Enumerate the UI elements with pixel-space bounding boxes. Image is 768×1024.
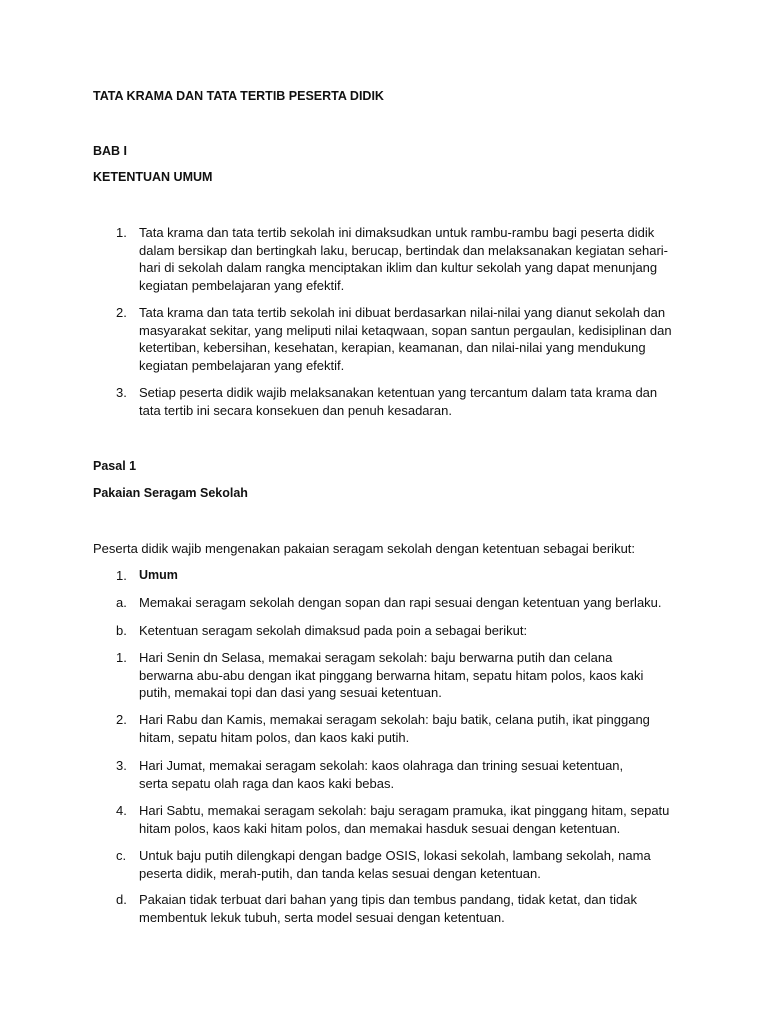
list-item <box>93 757 683 792</box>
list-marker: d. <box>116 892 127 907</box>
list-marker: a. <box>116 595 127 610</box>
list-item <box>93 304 683 374</box>
list-item-text: Untuk baju putih dilengkapi dengan badge OSIS, lokasi sekolah, lambang sekolah, nama peserta didik, merah-putih, dan tanda kelas sesuai dengan ketentuan. <box>139 848 651 881</box>
list-item <box>93 711 683 746</box>
list-marker: c. <box>116 848 127 863</box>
list-marker: 2. <box>116 305 127 320</box>
list-item <box>93 622 683 640</box>
list-item <box>93 802 683 837</box>
list-item <box>93 649 683 702</box>
list-item <box>93 594 683 612</box>
list-item-text: Setiap peserta didik wajib melaksanakan ketentuan yang tercantum dalam tata krama dan tata tertib ini secara konsekuen dan penuh kesadaran. <box>139 385 658 418</box>
list-item-text: Memakai seragam sekolah dengan sopan dan rapi sesuai dengan ketentuan yang berlaku. <box>139 595 662 610</box>
list-item <box>93 224 683 294</box>
chapter-title: KETENTUAN UMUM <box>93 170 213 184</box>
list-marker: 1. <box>116 568 127 583</box>
list-marker: 3. <box>116 758 127 773</box>
list-item-text: Hari Senin dn Selasa, memakai seragam sekolah: baju berwarna putih dan celana berwarna abu-abu dengan ikat pinggang berwarna hitam, sepatu hitam polos, kaos kaki putih, memakai topi dan dasi yang sesuai ketentuan. <box>139 650 644 700</box>
article-title: Pakaian Seragam Sekolah <box>93 486 248 500</box>
list-item <box>93 891 683 926</box>
intro-paragraph: Peserta didik wajib mengenakan pakaian seragam sekolah dengan ketentuan sebagai berikut: <box>93 541 636 556</box>
list-item-text: Hari Jumat, memakai seragam sekolah: kaos olahraga dan trining sesuai ketentuan, serta sepatu olah raga dan kaos kaki bebas. <box>139 758 624 791</box>
chapter-number: BAB I <box>93 144 128 158</box>
list-item-text: Pakaian tidak terbuat dari bahan yang tipis dan tembus pandang, tidak ketat, dan tidak membentuk lekuk tubuh, serta model sesuai dengan ketentuan. <box>139 892 637 925</box>
list-item-text: Hari Sabtu, memakai seragam sekolah: baju seragam pramuka, ikat pinggang hitam, sepatu hitam polos, kaos kaki hitam polos, dan memakai hasduk sesuai dengan ketentuan. <box>139 803 670 836</box>
list-item-text: Umum <box>139 568 178 582</box>
list-item <box>93 567 683 585</box>
list-item <box>93 847 683 882</box>
list-item-text: Tata krama dan tata tertib sekolah ini dimaksudkan untuk rambu-rambu bagi peserta didik dalam bersikap dan bertingkah laku, berucap, bertindak dan melaksanakan kegiatan sehari-hari di sekolah dalam rangka menciptakan iklim dan kultur sekolah yang dapat menunjang kegiatan pembelajaran yang efektif. <box>139 225 668 293</box>
list-item-text: Ketentuan seragam sekolah dimaksud pada poin a sebagai berikut: <box>139 623 528 638</box>
list-marker: 1. <box>116 650 127 665</box>
list-item-text: Tata krama dan tata tertib sekolah ini dibuat berdasarkan nilai-nilai yang dianut sekolah dan masyarakat sekitar, yang meliputi nilai ketaqwaan, sopan santun pergaulan, kedisiplinan dan ketertiban, kebersihan, kesehatan, kerapian, keamanan, dan nilai-nilai yang mendukung kegiatan pembelajaran yang efektif. <box>139 305 672 373</box>
list-marker: 4. <box>116 803 127 818</box>
article-number: Pasal 1 <box>93 459 137 473</box>
list-item <box>93 384 683 419</box>
document-title: TATA KRAMA DAN TATA TERTIB PESERTA DIDIK <box>93 89 384 103</box>
list-marker: 1. <box>116 225 127 240</box>
list-item-text: Hari Rabu dan Kamis, memakai seragam sekolah: baju batik, celana putih, ikat pinggang hitam, sepatu hitam polos, dan kaos kaki putih. <box>139 712 650 745</box>
list-marker: 3. <box>116 385 127 400</box>
list-marker: b. <box>116 623 127 638</box>
list-marker: 2. <box>116 712 127 727</box>
